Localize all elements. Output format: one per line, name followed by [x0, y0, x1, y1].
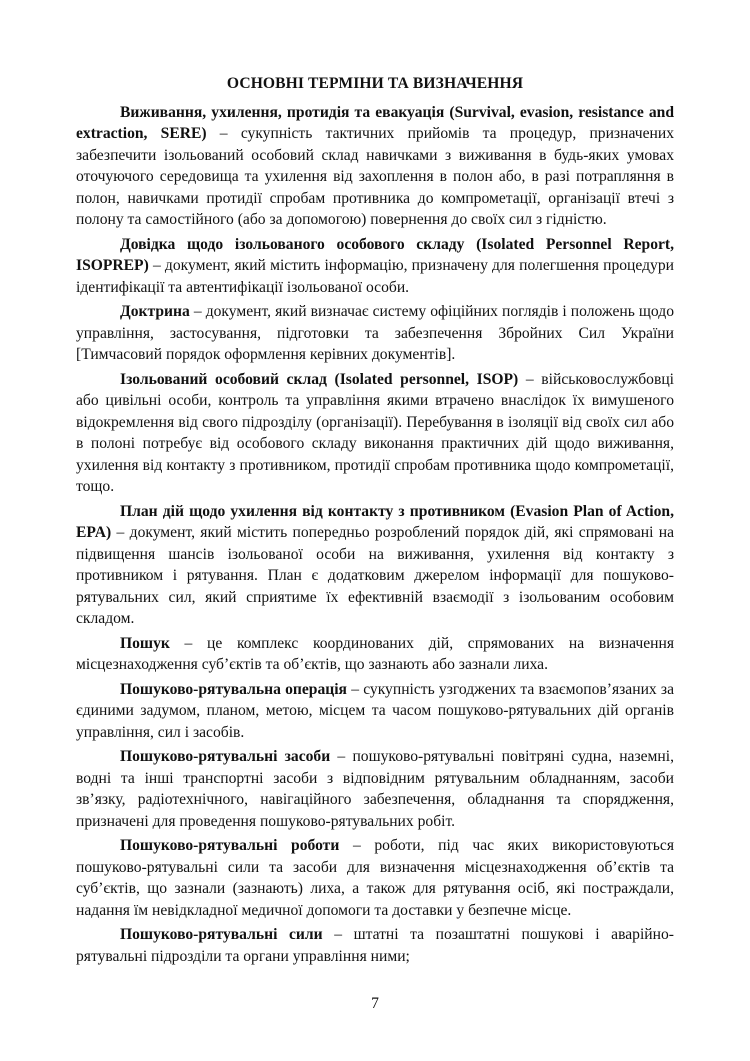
definition-text: – документ, який визначає систему офіційних поглядів і положень щодо управління, застосування, підготовки та забезпечення Збройних Сил України [Тимчасовий порядок оформлення керівних документів]. — [76, 303, 674, 363]
term: План дій щодо ухилення від контакту з противником (Evasion Plan of Action, EPA) — [76, 502, 674, 541]
definition-entry — [76, 924, 674, 967]
definition-entry — [76, 679, 674, 744]
definition-entry — [76, 633, 674, 676]
term: Ізольований особовий склад (Isolated personnel, ISOP) — [120, 370, 519, 388]
definition-text: – це комплекс координованих дій, спрямованих на визначення місцезнаходження суб’єктів та об’єктів, що зазнають або зазнали лиха. — [76, 634, 674, 673]
definition-entry — [76, 746, 674, 832]
definition-entry — [76, 501, 674, 630]
definition-entry — [76, 234, 674, 299]
definition-entry — [76, 835, 674, 921]
definition-entry — [76, 102, 674, 231]
definition-text: – сукупність тактичних прийомів та процедур, призначених забезпечити ізольований особовий склад навичками з виживання в будь-яких умовах оточуючого середовища та ухилення від захоплення в полон або, в разі потрапляння в полон, навичками протидії спробам противника до компрометації, організації втечі з полону та самостійного (або за допомогою) повернення до своїх сил з гідністю. — [76, 125, 674, 228]
page-number: 7 — [371, 995, 379, 1012]
definition-text: – пошуково-рятувальні повітряні судна, наземні, водні та інші транспортні засоби з відповідним рятувальним обладнанням, засоби зв’язку, радіотехнічного, навігаційного забезпечення, обладнання та спорядження, призначені для проведення пошуково-рятувальних робіт. — [76, 748, 674, 830]
definition-text: – сукупність узгоджених та взаємопов’язаних за єдиними задумом, планом, метою, місцем та часом пошуково-рятувальних дій органів управління, сил і засобів. — [76, 680, 674, 741]
definition-entry — [76, 301, 674, 366]
term: Пошуково-рятувальна операція — [120, 680, 347, 698]
term: Виживання, ухилення, протидія та евакуація (Survival, evasion, resistance and extraction, SERE) — [76, 103, 674, 142]
term: Пошуково-рятувальні засоби — [120, 748, 331, 765]
term: Довідка щодо ізольованого особового складу (Isolated Personnel Report, ISOPREP) — [76, 235, 674, 274]
definition-text: – документ, який містить попередньо розроблений порядок дій, які спрямовані на підвищення шансів ізольованої особи на виживання, ухилення від контакту з противником і рятування. План є додатковим джерелом інформації для пошуково-рятувальних сил, який сприятиме їх ефективній взаємодії з ізольованим особовим складом. — [76, 524, 674, 627]
definition-text: – роботи, під час яких використовуються пошуково-рятувальні сили та засоби для визначення місцезнаходження об’єктів та суб’єктів, що зазнали (зазнають) лиха, а також для рятування осіб, які постраждали, надання їм невідкладної медичної допомоги та доставки у безпечне місце. — [76, 837, 675, 919]
page-title: ОСНОВНІ ТЕРМІНИ ТА ВИЗНАЧЕННЯ — [226, 75, 524, 92]
term: Пошуково-рятувальні роботи — [120, 837, 340, 854]
term: Пошуково-рятувальні сили — [120, 926, 323, 943]
definition-text: – документ, який містить інформацію, призначену для полегшення процедури ідентифікації та автентифікації ізольованої особи. — [76, 257, 674, 296]
definition-text: – військовослужбовці або цивільні особи, контроль та управління якими втрачено внаслідок їх вимушеного відокремлення від свого підрозділу (організації). Перебування в ізоляції від своїх сил або в полоні потребує від особового складу виконання практичних дій щодо виживання, ухилення від контакту з противником, протидії спробам противника щодо компрометації, тощо. — [76, 370, 675, 495]
page-content — [76, 73, 674, 970]
term: Доктрина — [120, 303, 190, 320]
definition-text: – штатні та позаштатні пошукові і аварійно-рятувальні підрозділи та органи управління ними; — [76, 926, 674, 965]
definition-entry — [76, 369, 674, 498]
term: Пошук — [120, 634, 170, 652]
